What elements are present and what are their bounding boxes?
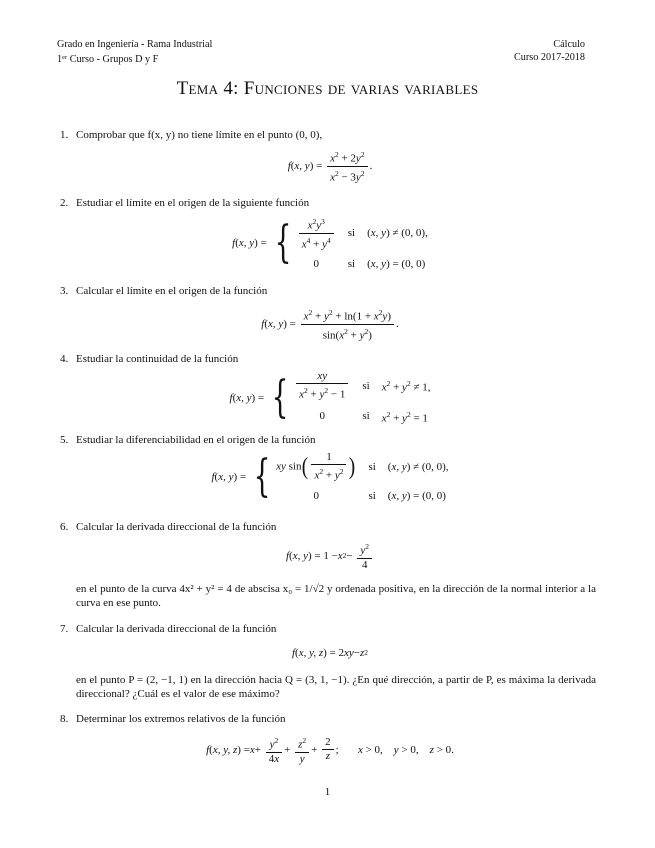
equation-2: f ( x, y ) = { $\frac{x^2y^3}{x^4 + y^4}$ si (x, y) ≠ (0, 0), 0 si (x, y) = (0, 0) [232,217,428,271]
page-number: 1 [324,786,331,798]
equation-1: f ( x, y ) = $\frac{x^2 + 2y^2}{x^2 - 3y^2}$ . [287,150,373,184]
problem-statement: Estudiar el límite en el origen de la siguiente función [76,197,310,209]
equation-7: f ( x, y, z ) = 2 xy − z 2 [291,647,369,659]
equation-6: f ( x, y ) = 1 − x 2 − $\frac{y^2}{4}$ [60,540,600,572]
problem-statement: Calcular el límite en el origen de la función [76,285,268,297]
header-right [514,38,585,64]
problem-statement: Calcular la derivada direccional de la función [76,623,277,635]
problem-continuation: en el punto de la curva 4x² + y² = 4 de abscisa x₀ = 1/√2 y ordenada positiva, en la dirección de la normal interior a la curva en ese punto. [76,583,596,609]
equation-3: f ( x, y ) = $\frac{x^2 + y^2 + \ln(1 + x^2y)}{\sin(x^2 + y^2)}$ . [261,308,399,342]
header-left [57,38,212,66]
problem-number: 4. [60,353,69,365]
problem-statement: Estudiar la diferenciabilidad en el origen de la función [76,434,316,446]
page-title: Tema 4: Funciones de varias variables [176,78,479,99]
problem-number: 5. [60,434,69,446]
problem-number: 1. [60,129,69,141]
equation-5: f ( x, y ) = { xy sin( $\frac{1}{x^2 + y^2}$ ) si (x, y) ≠ (0, 0), 0 si (x, y) = (0, 0) [211,450,449,502]
subject-label: Cálculo [553,39,585,50]
equation-4: f ( x, y ) = { $\frac{xy}{x^2 + y^2 - 1}$ si $x^2 + y^2 \ne 1$, 0 si $x^2 + y^2 = 1$ [229,370,431,425]
problem-statement: Estudiar la continuidad de la función [76,353,239,365]
problem-continuation: en el punto P = (2, −1, 1) en la dirección hacia Q = (3, 1, −1). ¿En qué dirección, a partir de P, es máxima la derivada direccional? ¿Cuál es el valor de ese máximo? [76,674,596,700]
academic-year-label: Curso 2017-2018 [513,52,585,63]
problem-number: 3. [60,285,69,297]
problem-number: 7. [60,623,69,635]
problem-statement: Determinar los extremos relativos de la función [76,713,286,725]
degree-label: Grado en Ingeniería - Rama Industrial [57,39,213,50]
problem-number: 2. [60,197,69,209]
problem-number: 8. [60,713,69,725]
problem-number: 6. [60,521,69,533]
problem-statement: Calcular la derivada direccional de la función [76,521,277,533]
equation-8: f ( x, y, z ) = x + $\frac{y^2}{4x}$ + $\frac{z^2}{y}$ + $\frac{2}{z}$ ; x > 0, y > 0, z > 0. [206,736,454,765]
problem-statement: Comprobar que f(x, y) no tiene límite en el punto (0, 0), [76,129,323,141]
course-group-label: 1er Curso - Grupos D y F [57,54,159,65]
